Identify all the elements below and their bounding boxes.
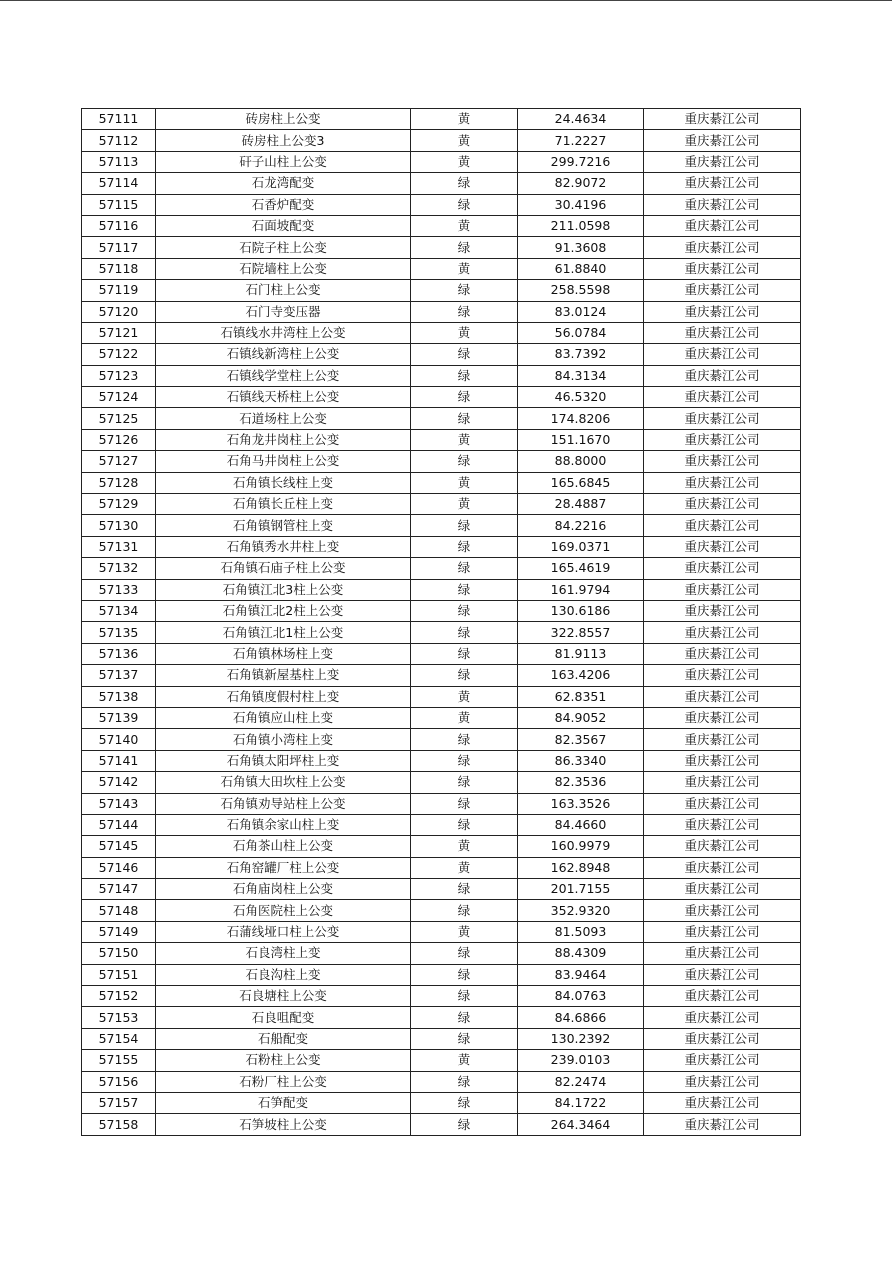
company-cell: 重庆綦江公司 (644, 750, 801, 771)
company-cell: 重庆綦江公司 (644, 301, 801, 322)
value-cell: 84.2216 (518, 515, 644, 536)
status-color-cell: 绿 (411, 280, 518, 301)
company-cell: 重庆綦江公司 (644, 472, 801, 493)
company-cell: 重庆綦江公司 (644, 130, 801, 151)
status-color-cell: 绿 (411, 750, 518, 771)
table-row (82, 365, 801, 386)
status-color-cell: 黄 (411, 1050, 518, 1071)
value-cell: 84.4660 (518, 814, 644, 835)
status-color-cell: 绿 (411, 665, 518, 686)
row-id-cell: 57135 (82, 622, 156, 643)
status-color-cell: 黄 (411, 686, 518, 707)
table-row (82, 900, 801, 921)
value-cell: 71.2227 (518, 130, 644, 151)
transformer-name-cell: 石角镇度假村柱上变 (156, 686, 411, 707)
table-row (82, 429, 801, 450)
company-cell: 重庆綦江公司 (644, 536, 801, 557)
transformer-name-cell: 石蒲线垭口柱上公变 (156, 921, 411, 942)
company-cell: 重庆綦江公司 (644, 879, 801, 900)
table-row (82, 515, 801, 536)
company-cell: 重庆綦江公司 (644, 494, 801, 515)
row-id-cell: 57121 (82, 322, 156, 343)
company-cell: 重庆綦江公司 (644, 579, 801, 600)
value-cell: 28.4887 (518, 494, 644, 515)
table-row (82, 301, 801, 322)
table-row (82, 793, 801, 814)
table-body (82, 109, 801, 1136)
value-cell: 84.3134 (518, 365, 644, 386)
transformer-name-cell: 石角茶山柱上公变 (156, 836, 411, 857)
transformer-name-cell: 石角镇余家山柱上变 (156, 814, 411, 835)
row-id-cell: 57151 (82, 964, 156, 985)
status-color-cell: 绿 (411, 600, 518, 621)
table-row (82, 921, 801, 942)
company-cell: 重庆綦江公司 (644, 1050, 801, 1071)
value-cell: 83.0124 (518, 301, 644, 322)
status-color-cell: 黄 (411, 921, 518, 942)
status-color-cell: 绿 (411, 451, 518, 472)
status-color-cell: 黄 (411, 258, 518, 279)
status-color-cell: 黄 (411, 707, 518, 728)
company-cell: 重庆綦江公司 (644, 1071, 801, 1092)
value-cell: 81.5093 (518, 921, 644, 942)
transformer-table (81, 108, 801, 1136)
row-id-cell: 57115 (82, 194, 156, 215)
transformer-name-cell: 石粉柱上公变 (156, 1050, 411, 1071)
table-row (82, 558, 801, 579)
status-color-cell: 绿 (411, 301, 518, 322)
table-row (82, 451, 801, 472)
transformer-name-cell: 石龙湾配变 (156, 173, 411, 194)
status-color-cell: 绿 (411, 558, 518, 579)
company-cell: 重庆綦江公司 (644, 429, 801, 450)
transformer-name-cell: 石镇线学堂柱上公变 (156, 365, 411, 386)
transformer-name-cell: 石角镇太阳坪柱上变 (156, 750, 411, 771)
transformer-name-cell: 石院子柱上公变 (156, 237, 411, 258)
status-color-cell: 绿 (411, 622, 518, 643)
row-id-cell: 57133 (82, 579, 156, 600)
status-color-cell: 黄 (411, 494, 518, 515)
company-cell: 重庆綦江公司 (644, 986, 801, 1007)
row-id-cell: 57125 (82, 408, 156, 429)
transformer-name-cell: 石角镇江北3柱上公变 (156, 579, 411, 600)
row-id-cell: 57143 (82, 793, 156, 814)
table-row (82, 472, 801, 493)
row-id-cell: 57142 (82, 772, 156, 793)
status-color-cell: 绿 (411, 194, 518, 215)
table-row (82, 814, 801, 835)
row-id-cell: 57122 (82, 344, 156, 365)
table-row (82, 151, 801, 172)
row-id-cell: 57144 (82, 814, 156, 835)
company-cell: 重庆綦江公司 (644, 772, 801, 793)
status-color-cell: 绿 (411, 365, 518, 386)
row-id-cell: 57136 (82, 643, 156, 664)
table-row (82, 665, 801, 686)
row-id-cell: 57140 (82, 729, 156, 750)
status-color-cell: 绿 (411, 729, 518, 750)
transformer-name-cell: 石角镇钢管柱上变 (156, 515, 411, 536)
value-cell: 82.3536 (518, 772, 644, 793)
value-cell: 84.9052 (518, 707, 644, 728)
status-color-cell: 绿 (411, 1114, 518, 1135)
transformer-name-cell: 石角镇秀水井柱上变 (156, 536, 411, 557)
table-row (82, 109, 801, 130)
transformer-name-cell: 石角镇新屋基柱上变 (156, 665, 411, 686)
value-cell: 161.9794 (518, 579, 644, 600)
row-id-cell: 57141 (82, 750, 156, 771)
company-cell: 重庆綦江公司 (644, 387, 801, 408)
status-color-cell: 黄 (411, 151, 518, 172)
status-color-cell: 绿 (411, 579, 518, 600)
company-cell: 重庆綦江公司 (644, 1114, 801, 1135)
row-id-cell: 57111 (82, 109, 156, 130)
value-cell: 130.6186 (518, 600, 644, 621)
table-row (82, 344, 801, 365)
row-id-cell: 57126 (82, 429, 156, 450)
row-id-cell: 57117 (82, 237, 156, 258)
value-cell: 62.8351 (518, 686, 644, 707)
value-cell: 163.4206 (518, 665, 644, 686)
value-cell: 88.4309 (518, 943, 644, 964)
value-cell: 322.8557 (518, 622, 644, 643)
status-color-cell: 绿 (411, 943, 518, 964)
row-id-cell: 57130 (82, 515, 156, 536)
status-color-cell: 绿 (411, 986, 518, 1007)
value-cell: 84.0763 (518, 986, 644, 1007)
transformer-name-cell: 石角镇大田坎柱上公变 (156, 772, 411, 793)
status-color-cell: 黄 (411, 215, 518, 236)
value-cell: 84.1722 (518, 1092, 644, 1113)
transformer-name-cell: 石道场柱上公变 (156, 408, 411, 429)
transformer-name-cell: 石香炉配变 (156, 194, 411, 215)
transformer-name-cell: 矸子山柱上公变 (156, 151, 411, 172)
row-id-cell: 57152 (82, 986, 156, 1007)
row-id-cell: 57134 (82, 600, 156, 621)
company-cell: 重庆綦江公司 (644, 151, 801, 172)
value-cell: 24.4634 (518, 109, 644, 130)
table-row (82, 194, 801, 215)
company-cell: 重庆綦江公司 (644, 215, 801, 236)
company-cell: 重庆綦江公司 (644, 515, 801, 536)
row-id-cell: 57139 (82, 707, 156, 728)
transformer-name-cell: 石门柱上公变 (156, 280, 411, 301)
value-cell: 165.6845 (518, 472, 644, 493)
status-color-cell: 黄 (411, 429, 518, 450)
company-cell: 重庆綦江公司 (644, 622, 801, 643)
status-color-cell: 绿 (411, 536, 518, 557)
transformer-name-cell: 石角镇长丘柱上变 (156, 494, 411, 515)
status-color-cell: 绿 (411, 387, 518, 408)
company-cell: 重庆綦江公司 (644, 857, 801, 878)
value-cell: 169.0371 (518, 536, 644, 557)
status-color-cell: 黄 (411, 472, 518, 493)
transformer-name-cell: 石角镇江北2柱上公变 (156, 600, 411, 621)
value-cell: 61.8840 (518, 258, 644, 279)
transformer-name-cell: 石角庙岗柱上公变 (156, 879, 411, 900)
value-cell: 46.5320 (518, 387, 644, 408)
company-cell: 重庆綦江公司 (644, 1028, 801, 1049)
table-row (82, 130, 801, 151)
transformer-name-cell: 石面坡配变 (156, 215, 411, 236)
row-id-cell: 57146 (82, 857, 156, 878)
value-cell: 211.0598 (518, 215, 644, 236)
company-cell: 重庆綦江公司 (644, 344, 801, 365)
company-cell: 重庆綦江公司 (644, 900, 801, 921)
table-row (82, 1028, 801, 1049)
table-row (82, 237, 801, 258)
row-id-cell: 57129 (82, 494, 156, 515)
value-cell: 56.0784 (518, 322, 644, 343)
company-cell: 重庆綦江公司 (644, 322, 801, 343)
company-cell: 重庆綦江公司 (644, 1092, 801, 1113)
row-id-cell: 57155 (82, 1050, 156, 1071)
company-cell: 重庆綦江公司 (644, 258, 801, 279)
table-row (82, 173, 801, 194)
status-color-cell: 绿 (411, 1007, 518, 1028)
transformer-name-cell: 石良塘柱上公变 (156, 986, 411, 1007)
company-cell: 重庆綦江公司 (644, 109, 801, 130)
transformer-name-cell: 石角镇劝导站柱上公变 (156, 793, 411, 814)
company-cell: 重庆綦江公司 (644, 964, 801, 985)
value-cell: 258.5598 (518, 280, 644, 301)
status-color-cell: 绿 (411, 173, 518, 194)
status-color-cell: 绿 (411, 793, 518, 814)
table-row (82, 943, 801, 964)
table-row (82, 215, 801, 236)
transformer-name-cell: 石船配变 (156, 1028, 411, 1049)
value-cell: 264.3464 (518, 1114, 644, 1135)
company-cell: 重庆綦江公司 (644, 921, 801, 942)
value-cell: 91.3608 (518, 237, 644, 258)
status-color-cell: 黄 (411, 322, 518, 343)
company-cell: 重庆綦江公司 (644, 793, 801, 814)
company-cell: 重庆綦江公司 (644, 280, 801, 301)
value-cell: 81.9113 (518, 643, 644, 664)
status-color-cell: 绿 (411, 879, 518, 900)
value-cell: 130.2392 (518, 1028, 644, 1049)
value-cell: 165.4619 (518, 558, 644, 579)
company-cell: 重庆綦江公司 (644, 729, 801, 750)
transformer-name-cell: 石粉厂柱上公变 (156, 1071, 411, 1092)
transformer-name-cell: 石角镇石庙子柱上公变 (156, 558, 411, 579)
row-id-cell: 57127 (82, 451, 156, 472)
value-cell: 174.8206 (518, 408, 644, 429)
company-cell: 重庆綦江公司 (644, 814, 801, 835)
company-cell: 重庆綦江公司 (644, 173, 801, 194)
table-row (82, 280, 801, 301)
value-cell: 163.3526 (518, 793, 644, 814)
table-row (82, 772, 801, 793)
value-cell: 82.2474 (518, 1071, 644, 1092)
transformer-name-cell: 石门寺变压器 (156, 301, 411, 322)
table-row (82, 322, 801, 343)
company-cell: 重庆綦江公司 (644, 943, 801, 964)
status-color-cell: 绿 (411, 643, 518, 664)
company-cell: 重庆綦江公司 (644, 558, 801, 579)
company-cell: 重庆綦江公司 (644, 643, 801, 664)
table-row (82, 686, 801, 707)
status-color-cell: 绿 (411, 515, 518, 536)
row-id-cell: 57138 (82, 686, 156, 707)
transformer-name-cell: 石良咀配变 (156, 1007, 411, 1028)
table-row (82, 857, 801, 878)
status-color-cell: 绿 (411, 237, 518, 258)
transformer-name-cell: 石镇线水井湾柱上公变 (156, 322, 411, 343)
status-color-cell: 黄 (411, 109, 518, 130)
row-id-cell: 57119 (82, 280, 156, 301)
transformer-name-cell: 石角马井岗柱上公变 (156, 451, 411, 472)
table-row (82, 836, 801, 857)
row-id-cell: 57124 (82, 387, 156, 408)
table-row (82, 1092, 801, 1113)
row-id-cell: 57114 (82, 173, 156, 194)
row-id-cell: 57148 (82, 900, 156, 921)
table-row (82, 707, 801, 728)
table-row (82, 1114, 801, 1135)
value-cell: 83.7392 (518, 344, 644, 365)
table-row (82, 387, 801, 408)
value-cell: 160.9979 (518, 836, 644, 857)
transformer-name-cell: 石笋配变 (156, 1092, 411, 1113)
table-row (82, 600, 801, 621)
status-color-cell: 黄 (411, 857, 518, 878)
status-color-cell: 黄 (411, 130, 518, 151)
table-row (82, 536, 801, 557)
row-id-cell: 57147 (82, 879, 156, 900)
company-cell: 重庆綦江公司 (644, 237, 801, 258)
row-id-cell: 57113 (82, 151, 156, 172)
row-id-cell: 57128 (82, 472, 156, 493)
table-row (82, 1050, 801, 1071)
value-cell: 82.9072 (518, 173, 644, 194)
company-cell: 重庆綦江公司 (644, 707, 801, 728)
transformer-name-cell: 石镇线新湾柱上公变 (156, 344, 411, 365)
status-color-cell: 绿 (411, 408, 518, 429)
transformer-name-cell: 石角窑罐厂柱上公变 (156, 857, 411, 878)
transformer-name-cell: 砖房柱上公变3 (156, 130, 411, 151)
company-cell: 重庆綦江公司 (644, 451, 801, 472)
row-id-cell: 57158 (82, 1114, 156, 1135)
row-id-cell: 57132 (82, 558, 156, 579)
value-cell: 239.0103 (518, 1050, 644, 1071)
transformer-name-cell: 石角镇林场柱上变 (156, 643, 411, 664)
row-id-cell: 57120 (82, 301, 156, 322)
value-cell: 151.1670 (518, 429, 644, 450)
status-color-cell: 绿 (411, 1092, 518, 1113)
value-cell: 88.8000 (518, 451, 644, 472)
transformer-name-cell: 石角镇江北1柱上公变 (156, 622, 411, 643)
table-row (82, 622, 801, 643)
table-row (82, 986, 801, 1007)
row-id-cell: 57149 (82, 921, 156, 942)
value-cell: 201.7155 (518, 879, 644, 900)
row-id-cell: 57131 (82, 536, 156, 557)
value-cell: 30.4196 (518, 194, 644, 215)
table-row (82, 750, 801, 771)
row-id-cell: 57112 (82, 130, 156, 151)
page-top-border (0, 0, 892, 1)
company-cell: 重庆綦江公司 (644, 686, 801, 707)
transformer-name-cell: 砖房柱上公变 (156, 109, 411, 130)
status-color-cell: 绿 (411, 814, 518, 835)
transformer-name-cell: 石良湾柱上变 (156, 943, 411, 964)
value-cell: 84.6866 (518, 1007, 644, 1028)
status-color-cell: 绿 (411, 772, 518, 793)
status-color-cell: 绿 (411, 1071, 518, 1092)
table-row (82, 494, 801, 515)
status-color-cell: 绿 (411, 344, 518, 365)
row-id-cell: 57145 (82, 836, 156, 857)
row-id-cell: 57123 (82, 365, 156, 386)
company-cell: 重庆綦江公司 (644, 408, 801, 429)
row-id-cell: 57154 (82, 1028, 156, 1049)
transformer-name-cell: 石角龙井岗柱上公变 (156, 429, 411, 450)
row-id-cell: 57156 (82, 1071, 156, 1092)
status-color-cell: 绿 (411, 1028, 518, 1049)
status-color-cell: 黄 (411, 836, 518, 857)
value-cell: 352.9320 (518, 900, 644, 921)
company-cell: 重庆綦江公司 (644, 365, 801, 386)
transformer-name-cell: 石角医院柱上公变 (156, 900, 411, 921)
company-cell: 重庆綦江公司 (644, 600, 801, 621)
table-row (82, 879, 801, 900)
row-id-cell: 57150 (82, 943, 156, 964)
row-id-cell: 57153 (82, 1007, 156, 1028)
company-cell: 重庆綦江公司 (644, 1007, 801, 1028)
value-cell: 86.3340 (518, 750, 644, 771)
table-row (82, 579, 801, 600)
transformer-name-cell: 石良沟柱上变 (156, 964, 411, 985)
table-row (82, 964, 801, 985)
table-row (82, 1071, 801, 1092)
row-id-cell: 57157 (82, 1092, 156, 1113)
table-row (82, 1007, 801, 1028)
transformer-name-cell: 石院墙柱上公变 (156, 258, 411, 279)
value-cell: 299.7216 (518, 151, 644, 172)
table-row (82, 643, 801, 664)
value-cell: 162.8948 (518, 857, 644, 878)
status-color-cell: 绿 (411, 900, 518, 921)
transformer-name-cell: 石角镇应山柱上变 (156, 707, 411, 728)
status-color-cell: 绿 (411, 964, 518, 985)
table-row (82, 408, 801, 429)
row-id-cell: 57116 (82, 215, 156, 236)
row-id-cell: 57118 (82, 258, 156, 279)
table-row (82, 258, 801, 279)
table-row (82, 729, 801, 750)
company-cell: 重庆綦江公司 (644, 194, 801, 215)
transformer-name-cell: 石角镇小湾柱上变 (156, 729, 411, 750)
transformer-name-cell: 石镇线天桥柱上公变 (156, 387, 411, 408)
value-cell: 83.9464 (518, 964, 644, 985)
transformer-name-cell: 石笋坡柱上公变 (156, 1114, 411, 1135)
company-cell: 重庆綦江公司 (644, 836, 801, 857)
company-cell: 重庆綦江公司 (644, 665, 801, 686)
value-cell: 82.3567 (518, 729, 644, 750)
transformer-name-cell: 石角镇长线柱上变 (156, 472, 411, 493)
row-id-cell: 57137 (82, 665, 156, 686)
